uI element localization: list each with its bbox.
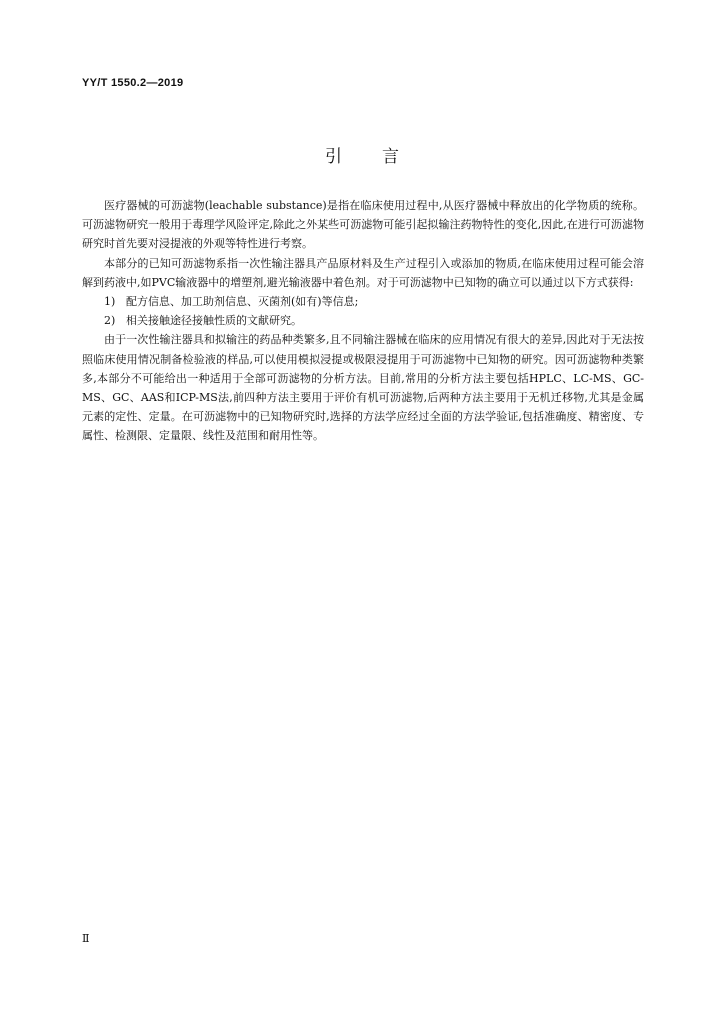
- paragraph-analysis-methods: 由于一次性输注器具和拟输注的药品种类繁多,且不同输注器械在临床的应用情况有很大的差异,因此对于无法按照临床使用情况制备检验液的样品,可以使用模拟浸提或极限浸提用于可沥滤物中已知物的研究。因可沥滤物种类繁多,本部分不可能给出一种适用于全部可沥滤物的分析方法。目前,常用的分析方法主要包括HPLC、LC-MS、GC-MS、GC、AAS和ICP-MS法,前四种方法主要用于评价有机可沥滤物,后两种方法主要用于无机迁移物,尤其是金属元素的定性、定量。在可沥滤物中的已知物研究时,选择的方法学应经过全面的方法学验证,包括准确度、精密度、专属性、检测限、定量限、线性及范围和耐用性等。: [82, 333, 644, 443]
- standard-code-header: YY/T 1550.2—2019: [82, 77, 184, 89]
- list-item: [82, 292, 644, 311]
- body-text: [82, 196, 644, 446]
- list-item-text: 相关接触途径接触性质的文献研究。: [126, 314, 302, 328]
- list-item-number: 1): [104, 295, 116, 309]
- page-number: Ⅱ: [82, 932, 90, 945]
- paragraph-known-leachables: 本部分的已知可沥滤物系指一次性输注器具产品原材料及生产过程引入或添加的物质,在临床使用过程可能会溶解到药液中,如PVC输液器中的增塑剂,避光输液器中着色剂。对于可沥滤物中已知物的确立可以通过以下方式获得:: [82, 256, 644, 289]
- list-item-number: 2): [104, 314, 116, 328]
- list-item-text: 配方信息、加工助剂信息、灭菌剂(如有)等信息;: [126, 295, 359, 309]
- list-item: [82, 311, 644, 330]
- section-title: 引言: [325, 147, 439, 167]
- paragraph-definition: 医疗器械的可沥滤物(leachable substance)是指在临床使用过程中,从医疗器械中释放出的化学物质的统称。可沥滤物研究一般用于毒理学风险评定,除此之外某些可沥滤物可能引起拟输注药物特性的变化,因此,在进行可沥滤物研究时首先要对浸提液的外观等特性进行考察。: [82, 199, 644, 251]
